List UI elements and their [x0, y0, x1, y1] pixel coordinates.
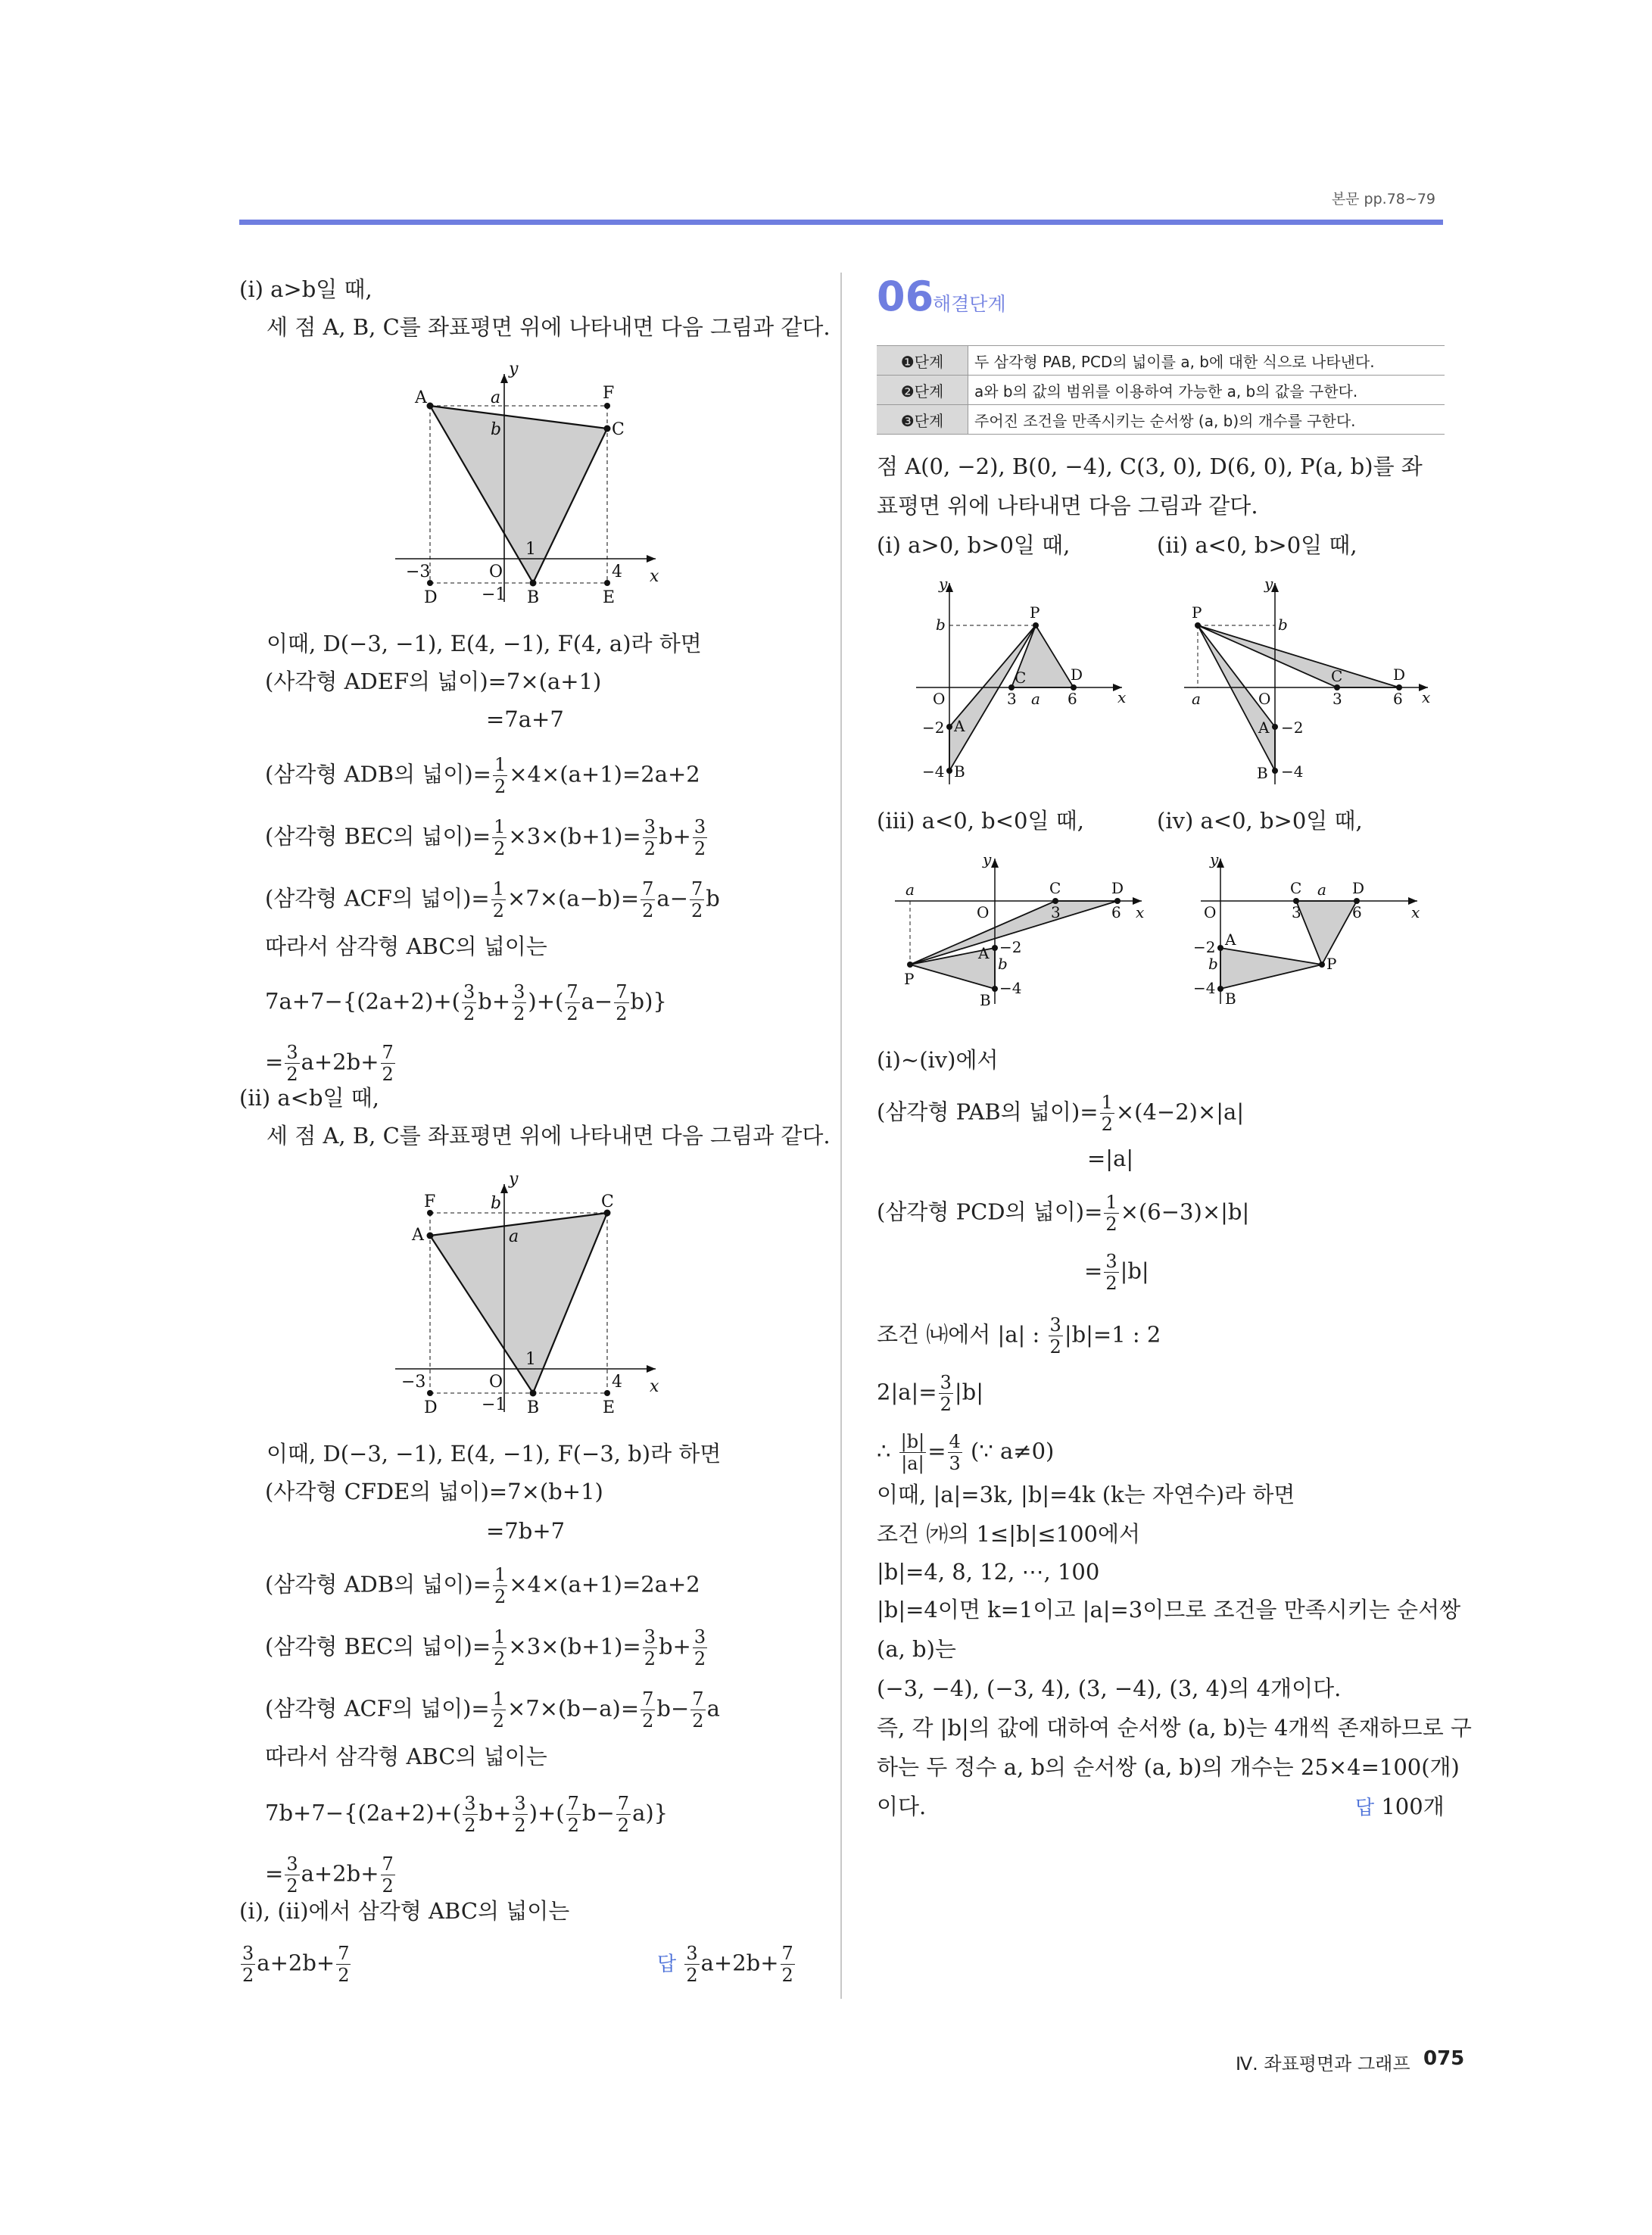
point-b-label: B — [1225, 990, 1236, 1008]
step-text: a와 b의 값의 범위를 이용하여 가능한 a, b의 값을 구한다. — [968, 376, 1445, 405]
point-a-label: A — [1225, 930, 1236, 949]
point-d-label: D — [1111, 879, 1124, 897]
origin-label: O — [489, 563, 503, 581]
right-answer: 답 100개 — [1355, 1794, 1445, 1819]
triangle-pab — [949, 625, 1036, 771]
triangle-pab — [1220, 948, 1322, 989]
axis-y-label: y — [509, 1170, 519, 1189]
intro-line-1: 점 A(0, −2), B(0, −4), C(3, 0), D(6, 0), P(a, b)를 좌 — [877, 454, 1423, 479]
value-b-label: b — [491, 1194, 502, 1213]
value-a-label: a — [1031, 690, 1040, 708]
tick-neg2: −2 — [922, 719, 945, 737]
tick-six: 6 — [1111, 903, 1121, 921]
axis-x-label: x — [1422, 688, 1431, 706]
case2-expression: 7b+7−{(2a+2)+( $\frac{3}{2}$ b+ $\frac{3}{2}$ )+( $\frac{7}{2}$ b− $\frac{7}{2}$ a)} — [265, 1793, 669, 1836]
point-p-label: P — [1192, 603, 1202, 622]
chapter-label: Ⅳ. 좌표평면과 그래프 — [1236, 2053, 1410, 2074]
point-f-label: F — [603, 384, 615, 403]
case-i-label: (ⅰ) a>0, b>0일 때, — [877, 532, 1071, 558]
value-a-label: a — [1317, 881, 1326, 899]
value-a-label: a — [1192, 690, 1201, 708]
graph-case-iii — [887, 848, 1152, 1037]
each-line-3: 이다. — [877, 1794, 927, 1819]
case2-adb-area: (삼각형 ADB의 넓이)= $\frac{1}{2}$ ×4×(a+1)=2a+2 — [265, 1564, 700, 1607]
axis-x-label: x — [650, 567, 659, 586]
equation-2a: 2|a|= $\frac{3}{2}$ |b| — [877, 1372, 983, 1415]
case2-points: 이때, D(−3, −1), E(4, −1), F(−3, b)라 하면 — [267, 1441, 722, 1467]
point-c-label: C — [1331, 667, 1343, 685]
tick-three: 3 — [1051, 903, 1061, 921]
tick-one: 1 — [525, 540, 536, 559]
column-divider — [840, 273, 842, 1999]
case2-label: (ⅱ) a<b일 때, — [239, 1085, 380, 1111]
axis-x-label: x — [650, 1377, 659, 1396]
section-title: 해결단계 — [933, 293, 1006, 315]
value-b-label: b — [1278, 616, 1288, 634]
value-a-label: a — [905, 881, 915, 899]
case1-points: 이때, D(−3, −1), E(4, −1), F(4, a)라 하면 — [267, 631, 702, 656]
graph-case1 — [376, 356, 663, 613]
tick-six: 6 — [1393, 690, 1403, 708]
tick-four: 4 — [612, 563, 622, 581]
case2-result: = $\frac{3}{2}$ a+2b+ $\frac{7}{2}$ — [265, 1853, 394, 1897]
case2-acf-area: (삼각형 ACF의 넓이)= $\frac{1}{2}$ ×7×(b−a)= $\frac{7}{2}$ b− $\frac{7}{2}$ a — [265, 1688, 720, 1732]
step-tag: ❸단계 — [877, 405, 968, 435]
pab-result: =|a| — [1087, 1146, 1134, 1171]
tick-three: 3 — [1292, 903, 1301, 921]
condition-a: 조건 ㈎의 1≤|b|≤100에서 — [877, 1521, 1141, 1547]
case1-label: (ⅰ) a>b일 때, — [239, 276, 372, 302]
point-c-label: C — [612, 420, 625, 439]
tick-neg4: −4 — [999, 979, 1022, 997]
b-equals-4: |b|=4이면 k=1이고 |a|=3이므로 조건을 만족시키는 순서쌍 — [877, 1597, 1461, 1622]
case-iii-label: (ⅲ) a<0, b<0일 때, — [877, 808, 1084, 834]
point-a-label: A — [412, 1226, 424, 1245]
tick-neg4: −4 — [1281, 762, 1304, 781]
pab-area: (삼각형 PAB의 넓이)= $\frac{1}{2}$ ×(4−2)×|a| — [877, 1092, 1245, 1135]
graph-case-i — [905, 572, 1133, 792]
ratio-line: ∴ $\frac{|b|}{|a|}$ = $\frac{4}{3}$ (∵ a≠0) — [877, 1431, 1055, 1474]
ab-is: (a, b)는 — [877, 1636, 956, 1662]
point-p-label: P — [1030, 603, 1040, 622]
case1-adb-area: (삼각형 ADB의 넓이)= $\frac{1}{2}$ ×4×(a+1)=2a+2 — [265, 754, 700, 797]
case1-so: 따라서 삼각형 ABC의 넓이는 — [265, 934, 547, 959]
point-p-label: P — [1326, 955, 1337, 973]
axis-y-label: y — [939, 575, 948, 593]
point-b-label: B — [527, 588, 540, 607]
tick-neg3: −3 — [406, 563, 431, 581]
origin-label: O — [1258, 690, 1271, 708]
triangle-abc — [430, 406, 607, 583]
tick-three: 3 — [1333, 690, 1342, 708]
step-row — [877, 346, 1445, 376]
point-d-label: D — [424, 1398, 438, 1417]
graph-case-ii — [1181, 572, 1438, 792]
point-f-label: F — [424, 1192, 436, 1211]
pcd-result: = $\frac{3}{2}$ |b| — [1084, 1251, 1149, 1294]
tick-neg1: −1 — [482, 1395, 507, 1414]
case1-intro: 세 점 A, B, C를 좌표평면 위에 나타내면 다음 그림과 같다. — [267, 314, 831, 340]
value-a-label: a — [491, 388, 501, 407]
point-e-label: E — [603, 588, 616, 607]
step-text: 주어진 조건을 만족시키는 순서쌍 (a, b)의 개수를 구한다. — [968, 405, 1445, 435]
case2-so: 따라서 삼각형 ABC의 넓이는 — [265, 1744, 547, 1769]
point-c-label: C — [1049, 879, 1061, 897]
case1-result: = $\frac{3}{2}$ a+2b+ $\frac{7}{2}$ — [265, 1042, 394, 1085]
point-a-label: A — [978, 944, 990, 962]
origin-label: O — [977, 903, 990, 921]
origin-label: O — [1204, 903, 1217, 921]
point-c-label: C — [601, 1192, 614, 1211]
graph-case-iv — [1193, 848, 1428, 1037]
section-number: 06 — [877, 273, 934, 320]
point-p-label: P — [904, 970, 915, 988]
tick-neg1: −1 — [482, 585, 507, 604]
tick-neg2: −2 — [1281, 719, 1304, 737]
point-b-label: B — [980, 991, 991, 1009]
point-d-label: D — [1071, 666, 1083, 684]
value-b-label: b — [936, 616, 946, 634]
tick-six: 6 — [1068, 690, 1077, 708]
value-a-label: a — [509, 1227, 519, 1246]
summary: (ⅰ), (ⅱ)에서 삼각형 ABC의 넓이는 — [239, 1898, 570, 1924]
each-line-2: 하는 두 정수 a, b의 순서쌍 (a, b)의 개수는 25×4=100(개) — [877, 1754, 1460, 1780]
point-d-label: D — [1393, 666, 1406, 684]
point-d-label: D — [1352, 879, 1365, 897]
b-values: |b|=4, 8, 12, ⋯, 100 — [877, 1559, 1100, 1585]
point-b-label: B — [954, 762, 965, 781]
axis-x-label: x — [1136, 903, 1145, 921]
case1-acf-area: (삼각형 ACF의 넓이)= $\frac{1}{2}$ ×7×(a−b)= $\frac{7}{2}$ a− $\frac{7}{2}$ b — [265, 878, 720, 921]
tick-six: 6 — [1352, 903, 1362, 921]
let-line: 이때, |a|=3k, |b|=4k (k는 자연수)라 하면 — [877, 1482, 1295, 1507]
step-row — [877, 405, 1445, 435]
axis-y-label: y — [509, 360, 519, 379]
point-a-label: A — [954, 717, 965, 735]
point-d-label: D — [424, 588, 438, 607]
value-b-label: b — [491, 420, 502, 439]
point-a-label: A — [1258, 719, 1270, 737]
case-iv-label: (ⅳ) a<0, b>0일 때, — [1157, 808, 1363, 834]
final-expression: $\frac{3}{2}$ a+2b+ $\frac{7}{2}$ — [242, 1943, 350, 1986]
case1-rect-result: =7a+7 — [486, 706, 564, 732]
answer-tag: 답 — [1355, 1797, 1375, 1819]
each-line-1: 즉, 각 |b|의 값에 대하여 순서쌍 (a, b)는 4개씩 존재하므로 구 — [877, 1715, 1472, 1741]
point-a-label: A — [415, 388, 427, 407]
case2-intro: 세 점 A, B, C를 좌표평면 위에 나타내면 다음 그림과 같다. — [267, 1123, 831, 1149]
pairs-line: (−3, −4), (−3, 4), (3, −4), (3, 4)의 4개이다. — [877, 1675, 1342, 1701]
tick-three: 3 — [1007, 690, 1017, 708]
case2-rect-area: (사각형 CFDE의 넓이)=7×(b+1) — [265, 1479, 603, 1504]
origin-label: O — [933, 690, 946, 708]
tick-neg4: −4 — [1193, 979, 1216, 997]
axis-y-label: y — [1210, 850, 1219, 868]
from-cases: (ⅰ)~(ⅳ)에서 — [877, 1047, 999, 1073]
step-text: 두 삼각형 PAB, PCD의 넓이를 a, b에 대한 식으로 나타낸다. — [968, 346, 1445, 376]
answer-tag: 답 — [657, 1953, 677, 1976]
pcd-area: (삼각형 PCD의 넓이)= $\frac{1}{2}$ ×(6−3)×|b| — [877, 1192, 1250, 1235]
point-c-label: C — [1015, 669, 1027, 687]
condition-b: 조건 ㈏에서 |a| : $\frac{3}{2}$ |b|=1 : 2 — [877, 1314, 1161, 1358]
case1-rect-area: (사각형 ADEF의 넓이)=7×(a+1) — [265, 669, 602, 694]
origin-label: O — [489, 1373, 503, 1392]
header-rule — [239, 220, 1443, 225]
tick-neg4: −4 — [922, 762, 945, 781]
value-b-label: b — [998, 955, 1008, 973]
tick-neg3: −3 — [401, 1373, 426, 1392]
step-row — [877, 376, 1445, 405]
tick-four: 4 — [612, 1373, 622, 1392]
page-reference: 본문 pp.78~79 — [1331, 191, 1435, 207]
graph-case2 — [376, 1166, 663, 1423]
axis-x-label: x — [1411, 903, 1420, 921]
point-e-label: E — [603, 1398, 616, 1417]
solution-steps-table — [877, 345, 1445, 435]
case2-rect-result: =7b+7 — [486, 1518, 566, 1544]
case2-bec-area: (삼각형 BEC의 넓이)= $\frac{1}{2}$ ×3×(b+1)= $\frac{3}{2}$ b+ $\frac{3}{2}$ — [265, 1626, 706, 1669]
tick-one: 1 — [525, 1350, 536, 1369]
point-c-label: C — [1290, 879, 1302, 897]
axis-x-label: x — [1117, 688, 1127, 706]
step-tag: ❷단계 — [877, 376, 968, 405]
page-number: 075 — [1423, 2047, 1465, 2070]
case1-bec-area: (삼각형 BEC의 넓이)= $\frac{1}{2}$ ×3×(b+1)= $\frac{3}{2}$ b+ $\frac{3}{2}$ — [265, 816, 706, 859]
case-ii-label: (ⅱ) a<0, b>0일 때, — [1157, 532, 1357, 558]
tick-neg2: −2 — [999, 938, 1022, 956]
case1-expression: 7a+7−{(2a+2)+( $\frac{3}{2}$ b+ $\frac{3}{2}$ )+( $\frac{7}{2}$ a− $\frac{7}{2}$ b)} — [265, 981, 667, 1024]
axis-y-label: y — [983, 850, 992, 868]
tick-neg2: −2 — [1193, 938, 1216, 956]
left-answer: 답 $\frac{3}{2}$ a+2b+ $\frac{7}{2}$ — [657, 1943, 793, 1986]
point-b-label: B — [1257, 764, 1268, 782]
intro-line-2: 표평면 위에 나타내면 다음 그림과 같다. — [877, 493, 1258, 519]
step-tag: ❶단계 — [877, 346, 968, 376]
axis-y-label: y — [1264, 575, 1273, 593]
point-b-label: B — [527, 1398, 540, 1417]
value-b-label: b — [1208, 955, 1218, 973]
